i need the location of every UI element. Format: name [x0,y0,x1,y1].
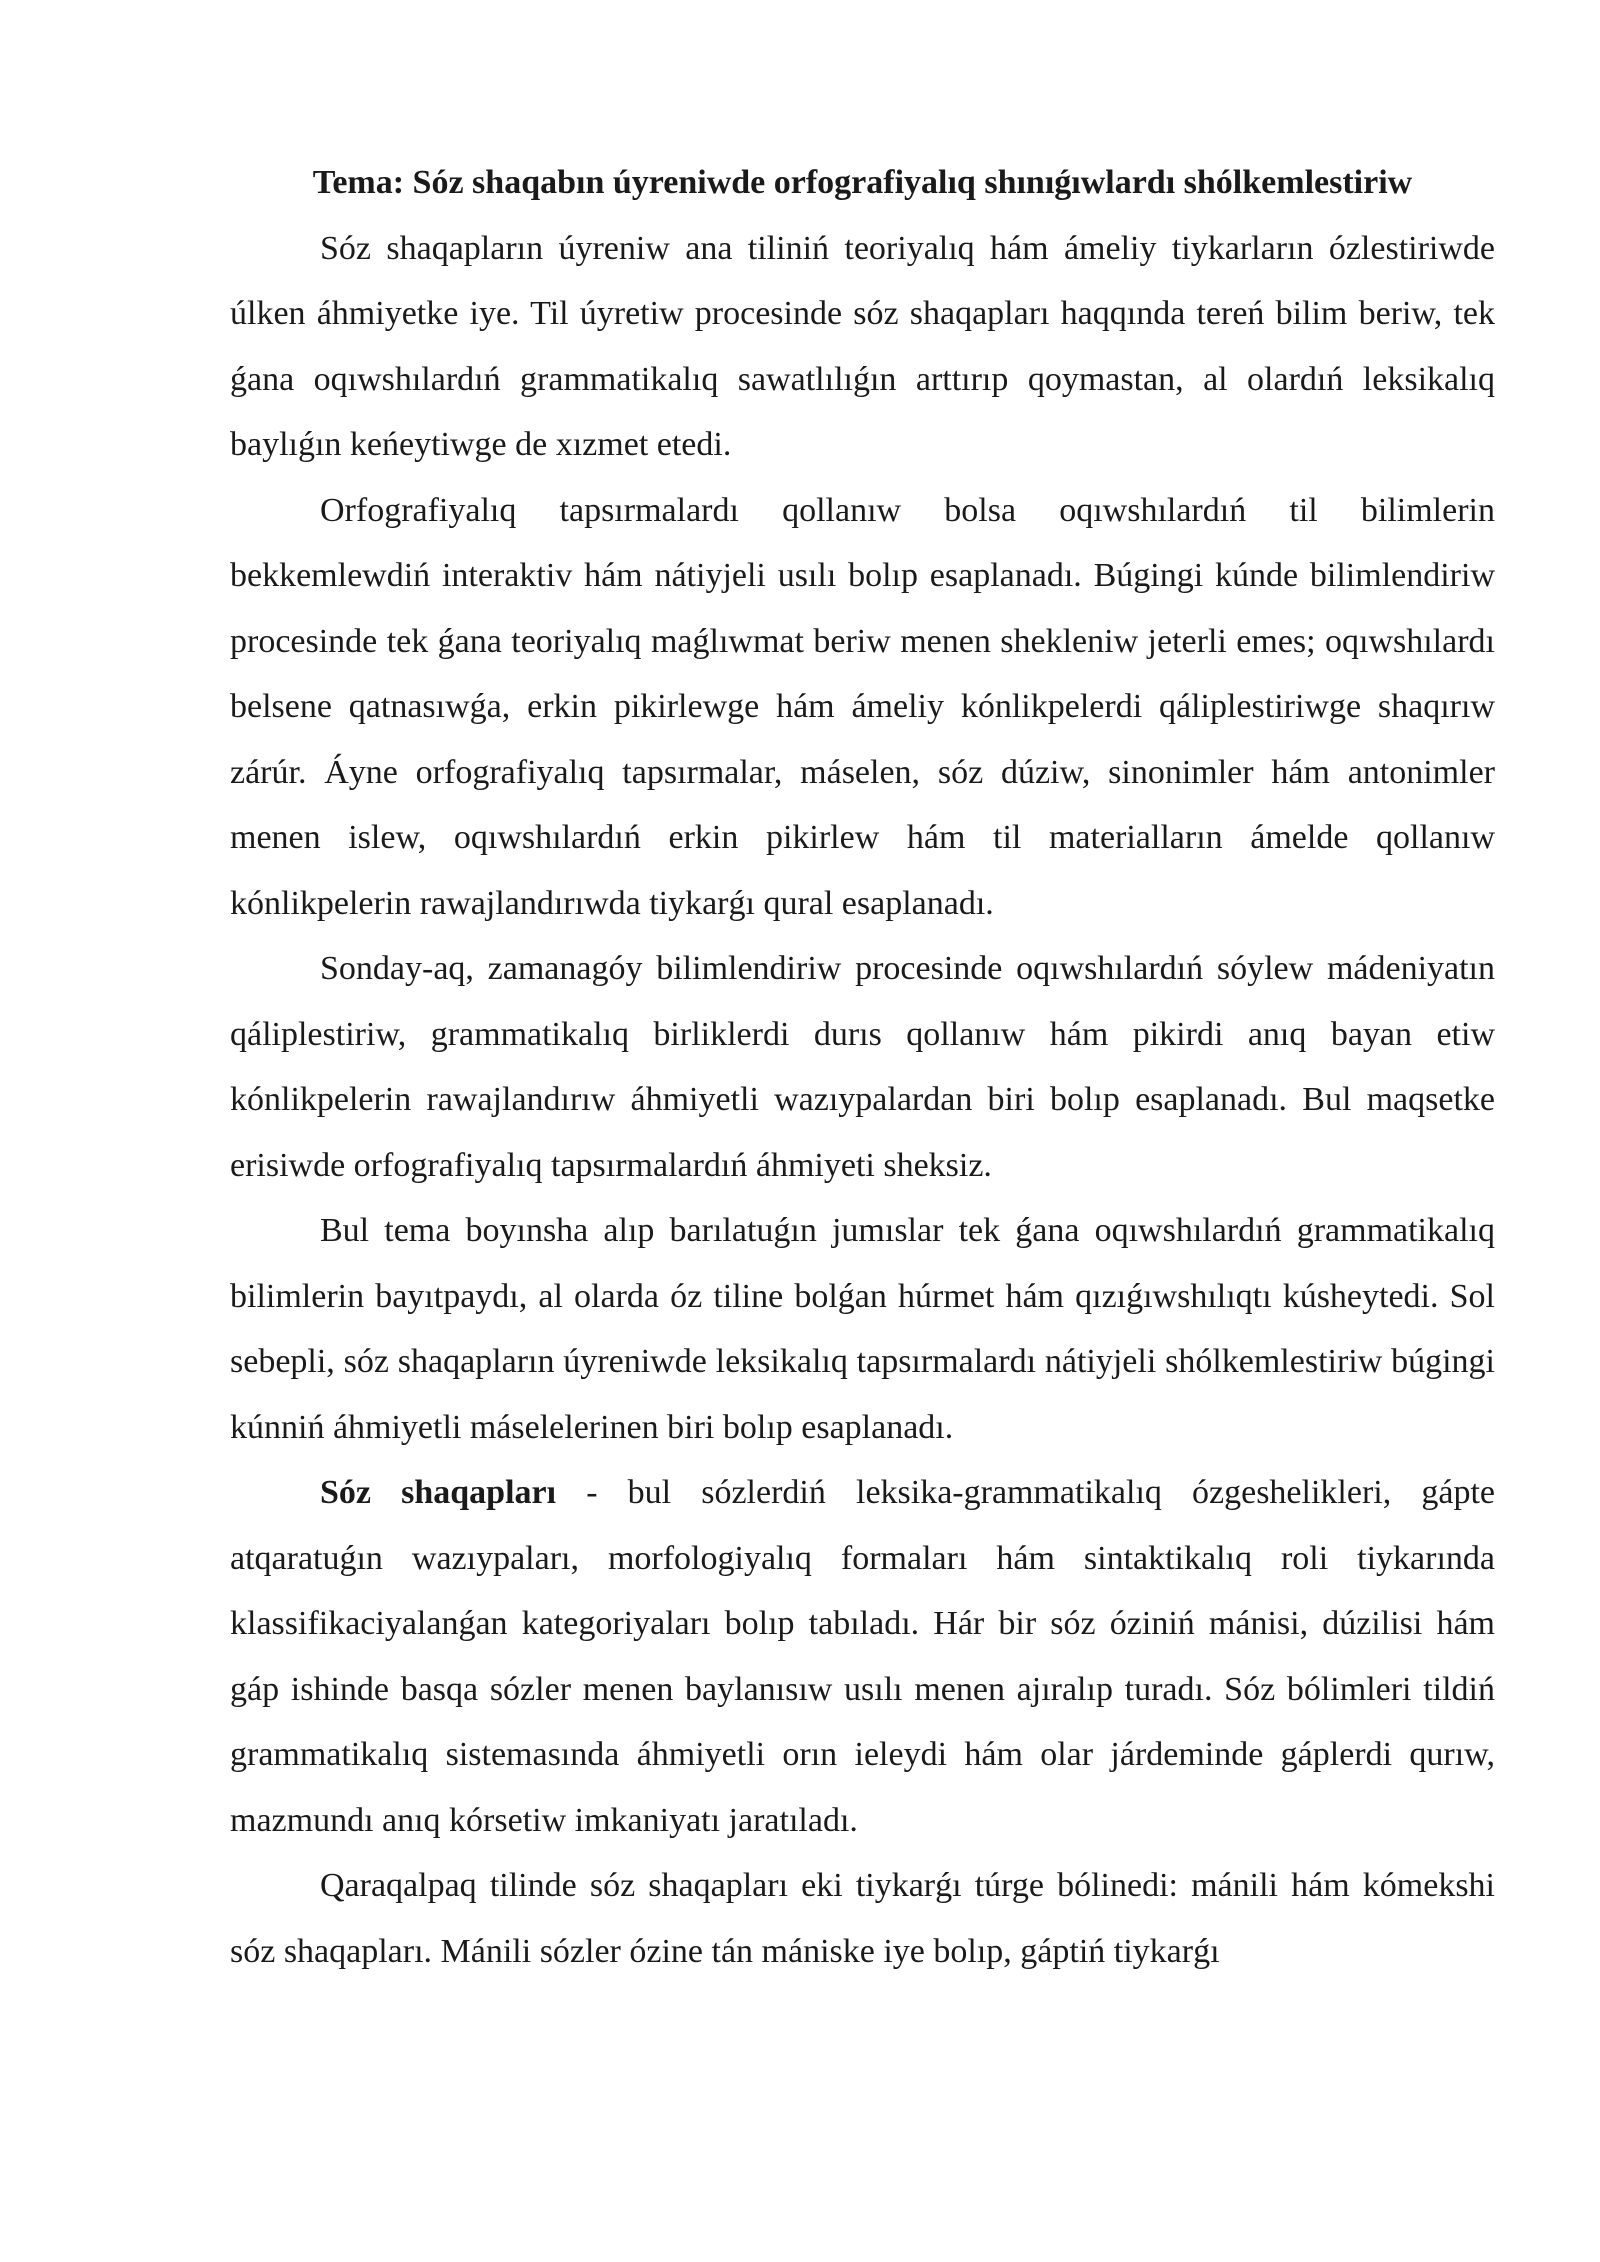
document-page [230,150,1495,1984]
definition-paragraph [230,1460,1495,1853]
paragraph-1: Sóz shaqapların úyreniw ana tiliniń teoriyalıq hám ámeliy tiykarların ózlestiriwde úlken áhmiyetke iye. Til úyretiw procesinde sóz shaqapları haqqında tereń bilim beriw, tek ǵana oqıwshılardıń grammatikalıq sawatlılıǵın arttırıp qoymastan, al olardıń leksikalıq baylıǵın keńeytiwge de xızmet etedi. [230,229,1495,463]
definition-term: Sóz shaqapları [320,1474,557,1511]
definition-text: - bul sózlerdiń leksika-grammatikalıq ózgeshelikleri, gápte atqaratuǵın wazıypaları, morfologiyalıq formaları hám sintaktikalıq roli tiykarında klassifikaciyalanǵan kategoriyaları bolıp tabıladı. Hár bir sóz óziniń mánisi, dúzilisi hám gáp ishinde basqa sózler menen baylanısıw usılı menen ajıralıp turadı. Sóz bólimleri tildiń grammatikalıq sistemasında áhmiyetli orın ieleydi hám olar járdeminde gáplerdi qurıw, mazmundı anıq kórsetiw imkaniyatı jaratıladı. [230,1474,1495,1839]
document-title: Tema: Sóz shaqabın úyreniwde orfografiyalıq shınıǵıwlardı shólkemlestiriw [312,164,1413,201]
paragraph-3: Sonday-aq, zamanagóy bilimlendiriw procesinde oqıwshılardıń sóylew mádeniyatın qáliplestiriw, grammatikalıq birliklerdi durıs qollanıw hám pikirdi anıq bayan etiw kónlikpelerin rawajlandırıw áhmiyetli wazıypalardan biri bolıp esaplanadı. Bul maqsetke erisiwde orfografiyalıq tapsırmalardıń áhmiyeti sheksiz. [230,950,1495,1184]
paragraph-4: Bul tema boyınsha alıp barılatuǵın jumıslar tek ǵana oqıwshılardıń grammatikalıq bilimlerin bayıtpaydı, al olarda óz tiline bolǵan húrmet hám qızıǵıwshılıqtı kúsheytedi. Sol sebepli, sóz shaqapların úyreniwde leksikalıq tapsırmalardı nátiyjeli shólkemlestiriw búgingi kúnniń áhmiyetli máselelerinen biri bolıp esaplanadı. [230,1212,1495,1446]
paragraph-2: Orfografiyalıq tapsırmalardı qollanıw bolsa oqıwshılardıń til bilimlerin bekkemlewdiń interaktiv hám nátiyjeli usılı bolıp esaplanadı. Búgingi kúnde bilimlendiriw procesinde tek ǵana teoriyalıq maǵlıwmat beriw menen shekleniw jeterli emes; oqıwshılardı belsene qatnasıwǵa, erkin pikirlewge hám ámeliy kónlikpelerdi qáliplestiriwge shaqırıw zárúr. Áyne orfografiyalıq tapsırmalar, máselen, sóz dúziw, sinonimler hám antonimler menen islew, oqıwshılardıń erkin pikirlew hám til materialların ámelde qollanıw kónlikpelerin rawajlandırıwda tiykarǵı qural esaplanadı. [230,491,1495,922]
final-paragraph: Qaraqalpaq tilinde sóz shaqapları eki tiykarǵı túrge bólinedi: mánili hám kómekshi sóz shaqapları. Mánili sózler ózine tán mániske iye bolıp, gáptiń tiykarǵı [230,1867,1495,1970]
